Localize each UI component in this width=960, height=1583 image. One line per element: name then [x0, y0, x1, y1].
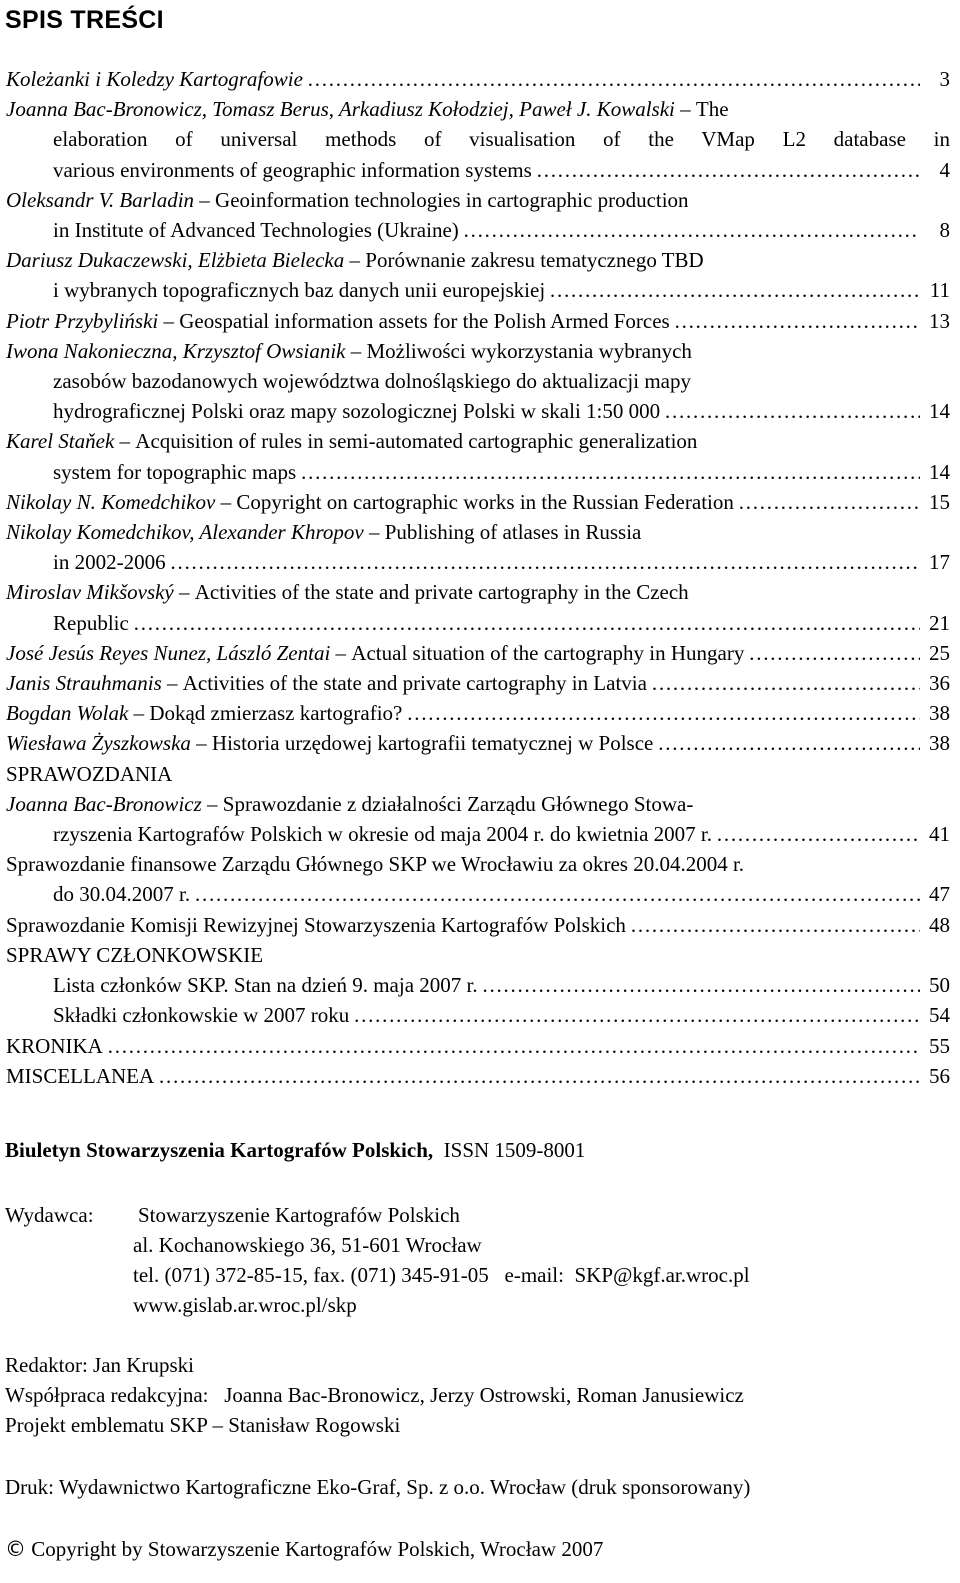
toc-entry[interactable]: Dariusz Dukaczewski, Elżbieta Bielecka – Porównanie zakresu tematycznego TBD i wybranych topograficznych baz danych unii europejskiej …………………………………………………………………………………………………………………………………………………………………… 11 — [6, 245, 950, 305]
leader-dots — [463, 215, 920, 245]
section-heading: SPRAWY CZŁONKOWSKIE — [6, 942, 264, 967]
leader-dots — [300, 457, 920, 487]
toc-entry[interactable]: Karel Staňek – Acquisition of rules in semi-automated cartographic generalization system for topographic maps …………………………………………………………………………………………………………………………………………………………………… 14 — [6, 426, 950, 486]
publication-title: Biuletyn Stowarzyszenia Kartografów Polskich, — [5, 1138, 434, 1162]
leader-dots — [674, 306, 920, 336]
toc-page-number: 36 — [929, 671, 950, 696]
cooperation-line: Współpraca redakcyjna: Joanna Bac-Bronowicz, Jerzy Ostrowski, Roman Janusiewicz — [5, 1383, 744, 1407]
toc-entry[interactable]: Nikolay Komedchikov, Alexander Khropov – Publishing of atlases in Russia in 2002-2006 …………………………………………………………………………………………………………………………………………………………………… 17 — [6, 517, 950, 577]
toc-title: various environments of geographic information systems — [53, 157, 532, 182]
toc-entry[interactable]: Piotr Przybyliński – Geospatial information assets for the Polish Armed Forces …………………………………………………………………………………………………………………………………………………………………… 13 — [6, 306, 950, 336]
leader-dots — [664, 396, 920, 426]
toc-entry[interactable] — [6, 1031, 950, 1061]
editor-line: Redaktor: Jan Krupski — [5, 1353, 194, 1377]
toc-author: Janis Strauhmanis — [6, 671, 162, 696]
publisher-label: Wydawca: — [5, 1203, 94, 1227]
toc-title: in 2002-2006 — [53, 550, 166, 575]
leader-dots — [716, 819, 920, 849]
toc-author: Nikolay N. Komedchikov — [6, 489, 216, 514]
emblem-line: Projekt emblematu SKP – Stanisław Rogowski — [5, 1413, 401, 1437]
toc-page-number: 11 — [929, 278, 950, 303]
toc-title: Geoinformation technologies in cartographic production — [215, 187, 689, 212]
toc-author: Piotr Przybyliński — [6, 308, 159, 333]
toc-title: The — [695, 97, 729, 122]
toc-author: Joanna Bac-Bronowicz — [6, 791, 202, 816]
toc-title: zasobów bazodanowych województwa dolnośląskiego do aktualizacji mapy — [53, 369, 691, 394]
toc-entry[interactable] — [6, 64, 950, 94]
toc-page-number: 56 — [929, 1063, 950, 1088]
leader-dots — [406, 698, 920, 728]
toc-author: Nikolay Komedchikov, Alexander Khropov — [6, 520, 364, 545]
leader-dots — [107, 1031, 920, 1061]
toc-page-number: 17 — [929, 550, 950, 575]
toc-entry[interactable] — [6, 849, 950, 909]
toc-author: José Jesús Reyes Nunez, László Zentai — [6, 640, 331, 665]
toc-author: Oleksandr V. Barladin — [6, 187, 195, 212]
toc-title: in Institute of Advanced Technologies (Ukraine) — [53, 218, 459, 243]
leader-dots — [170, 547, 920, 577]
toc-page-number: 54 — [929, 1003, 950, 1028]
toc-page-number: 50 — [929, 973, 950, 998]
toc-entry[interactable]: Iwona Nakonieczna, Krzysztof Owsianik – Możliwości wykorzystania wybranych zasobów bazodanowych województwa dolnośląskiego do aktualizacji mapy hydrograficznej Polski oraz mapy sozologicznej Polski w skali 1:50 000 …………………………………………………………………………………………………………………………………………………………………… 14 — [6, 336, 950, 427]
publisher-address: al. Kochanowskiego 36, 51-601 Wrocław — [133, 1233, 482, 1257]
toc-entry[interactable] — [6, 910, 950, 940]
toc-title: Copyright on cartographic works in the Russian Federation — [236, 489, 734, 514]
toc-page-number: 41 — [929, 822, 950, 847]
leader-dots — [194, 879, 920, 909]
toc-entry[interactable]: Nikolay N. Komedchikov – Copyright on cartographic works in the Russian Federation …………………………………………………………………………………………………………………………………………………………………… 15 — [6, 487, 950, 517]
toc-page-number: 47 — [929, 882, 950, 907]
toc-author: Iwona Nakonieczna, Krzysztof Owsianik — [6, 338, 346, 363]
toc-title: rzyszenia Kartografów Polskich w okresie od maja 2004 r. do kwietnia 2007 r. — [53, 822, 713, 847]
toc-author: Bogdan Wolak — [6, 701, 129, 726]
toc-author: Koleżanki i Koledzy Kartografowie — [6, 67, 303, 91]
page-title: SPIS TREŚCI — [5, 6, 164, 34]
toc-page-number: 13 — [929, 308, 950, 333]
toc-title: MISCELLANEA — [6, 1063, 155, 1088]
table-of-contents — [6, 64, 950, 1091]
toc-author: Dariusz Dukaczewski, Elżbieta Bielecka — [6, 248, 345, 273]
copyright-line — [5, 1537, 603, 1562]
toc-entry[interactable]: José Jesús Reyes Nunez, László Zentai – Actual situation of the cartography in Hungary …………………………………………………………………………………………………………………………………………………………………… 25 — [6, 638, 950, 668]
toc-title: system for topographic maps — [53, 459, 297, 484]
toc-title: Activities of the state and private cartography in Latvia — [182, 671, 647, 696]
toc-title: Geospatial information assets for the Polish Armed Forces — [179, 308, 670, 333]
toc-page-number: 55 — [929, 1033, 950, 1058]
leader-dots — [651, 668, 920, 698]
toc-page-number: 25 — [929, 640, 950, 665]
print-line: Druk: Wydawnictwo Kartograficzne Eko-Graf, Sp. z o.o. Wrocław (druk sponsorowany) — [5, 1475, 751, 1499]
toc-entry[interactable]: Joanna Bac-Bronowicz, Tomasz Berus, Arkadiusz Kołodziej, Paweł J. Kowalski – The elaboration of universal methods of visualisation of the VMap L2 database in various environments of geographic information systems …………………………………………………………………………………………………………………………………………………………………… 4 — [6, 94, 950, 185]
toc-entry[interactable]: Wiesława Żyszkowska – Historia urzędowej kartografii tematycznej w Polsce …………………………………………………………………………………………………………………………………………………………………… 38 — [6, 728, 950, 758]
toc-title: Sprawozdanie z działalności Zarządu Głównego Stowa- — [222, 791, 694, 816]
toc-entry[interactable]: Joanna Bac-Bronowicz – Sprawozdanie z działalności Zarządu Głównego Stowa- rzyszenia Kartografów Polskich w okresie od maja 2004 r. do kwietnia 2007 r. …………………………………………………………………………………………………………………………………………………………………… 41 — [6, 789, 950, 849]
toc-page-number: 4 — [939, 157, 950, 182]
toc-title: hydrograficznej Polski oraz mapy sozologicznej Polski w skali 1:50 000 — [53, 399, 661, 424]
leader-dots — [536, 155, 920, 185]
toc-title: Activities of the state and private cartography in the Czech — [194, 580, 689, 605]
toc-title: Republic — [53, 610, 129, 635]
toc-entry[interactable] — [6, 970, 950, 1000]
toc-title: Lista członków SKP. Stan na dzień 9. maja 2007 r. — [53, 973, 478, 998]
toc-title: Składki członkowskie w 2007 roku — [53, 1003, 350, 1028]
toc-page-number: 8 — [939, 218, 950, 243]
toc-page-number: 14 — [929, 399, 950, 424]
toc-title: Możliwości wykorzystania wybranych — [366, 338, 692, 363]
toc-title: KRONIKA — [6, 1033, 103, 1058]
toc-page-number: 38 — [929, 731, 950, 756]
toc-page-number: 38 — [929, 701, 950, 726]
toc-entry[interactable]: Janis Strauhmanis – Activities of the state and private cartography in Latvia …………………………………………………………………………………………………………………………………………………………………… 36 — [6, 668, 950, 698]
toc-title: Porównanie zakresu tematycznego TBD — [365, 248, 704, 273]
toc-title: Publishing of atlases in Russia — [384, 520, 642, 545]
leader-dots — [630, 910, 920, 940]
publisher-website[interactable]: www.gislab.ar.wroc.pl/skp — [133, 1293, 357, 1317]
toc-page-number: 14 — [929, 459, 950, 484]
leader-dots — [738, 487, 920, 517]
leader-dots — [748, 638, 920, 668]
leader-dots — [353, 1000, 920, 1030]
toc-title: elaboration of universal methods of visualisation of the VMap L2 database in — [53, 127, 950, 152]
toc-author: Joanna Bac-Bronowicz, Tomasz Berus, Arkadiusz Kołodziej, Paweł J. Kowalski — [6, 97, 675, 122]
leader-dots — [158, 1061, 920, 1091]
toc-title: Acquisition of rules in semi-automated cartographic generalization — [135, 429, 698, 454]
toc-page-number: 21 — [929, 610, 950, 635]
toc-title: Sprawozdanie Komisji Rewizyjnej Stowarzyszenia Kartografów Polskich — [6, 912, 626, 937]
toc-entry[interactable] — [6, 1000, 950, 1030]
toc-entry[interactable] — [6, 1061, 950, 1091]
toc-page-number: 3 — [939, 67, 950, 91]
copyright-icon: © — [5, 1537, 26, 1561]
publisher-contact[interactable]: tel. (071) 372-85-15, fax. (071) 345-91-05 e-mail: SKP@kgf.ar.wroc.pl — [133, 1263, 750, 1287]
toc-page-number: 48 — [929, 912, 950, 937]
toc-entry[interactable]: Oleksandr V. Barladin – Geoinformation technologies in cartographic production in Institute of Advanced Technologies (Ukraine) …………………………………………………………………………………………………………………………………………………………………… 8 — [6, 185, 950, 245]
toc-title: Dokąd zmierzasz kartografio? — [149, 701, 403, 726]
toc-title: Historia urzędowej kartografii tematycznej w Polsce — [211, 731, 654, 756]
toc-title: Actual situation of the cartography in Hungary — [351, 640, 745, 665]
toc-entry[interactable]: Miroslav Mikšovský – Activities of the state and private cartography in the Czech Republic …………………………………………………………………………………………………………………………………………………………………… 21 — [6, 577, 950, 637]
publication-title-line — [5, 1138, 585, 1163]
section-heading: SPRAWOZDANIA — [6, 761, 173, 786]
issn: ISSN 1509-8001 — [443, 1138, 586, 1162]
leader-dots — [549, 275, 920, 305]
toc-title: i wybranych topograficznych baz danych unii europejskiej — [53, 278, 546, 303]
toc-entry[interactable]: Bogdan Wolak – Dokąd zmierzasz kartografio? …………………………………………………………………………………………………………………………………………………………………… 38 — [6, 698, 950, 728]
leader-dots — [657, 728, 920, 758]
leader-dots — [482, 970, 920, 1000]
leader-dots — [307, 64, 920, 94]
publisher-name: Stowarzyszenie Kartografów Polskich — [138, 1203, 460, 1227]
toc-title: do 30.04.2007 r. — [53, 882, 191, 907]
toc-page-number: 15 — [929, 489, 950, 514]
toc-author: Karel Staňek — [6, 429, 115, 454]
leader-dots — [133, 608, 920, 638]
toc-author: Miroslav Mikšovský — [6, 580, 174, 605]
toc-author: Wiesława Żyszkowska — [6, 731, 191, 756]
copyright-text: Copyright by Stowarzyszenie Kartografów Polskich, Wrocław 2007 — [31, 1537, 604, 1561]
toc-title: Sprawozdanie finansowe Zarządu Głównego SKP we Wrocławiu za okres 20.04.2004 r. — [6, 852, 745, 877]
